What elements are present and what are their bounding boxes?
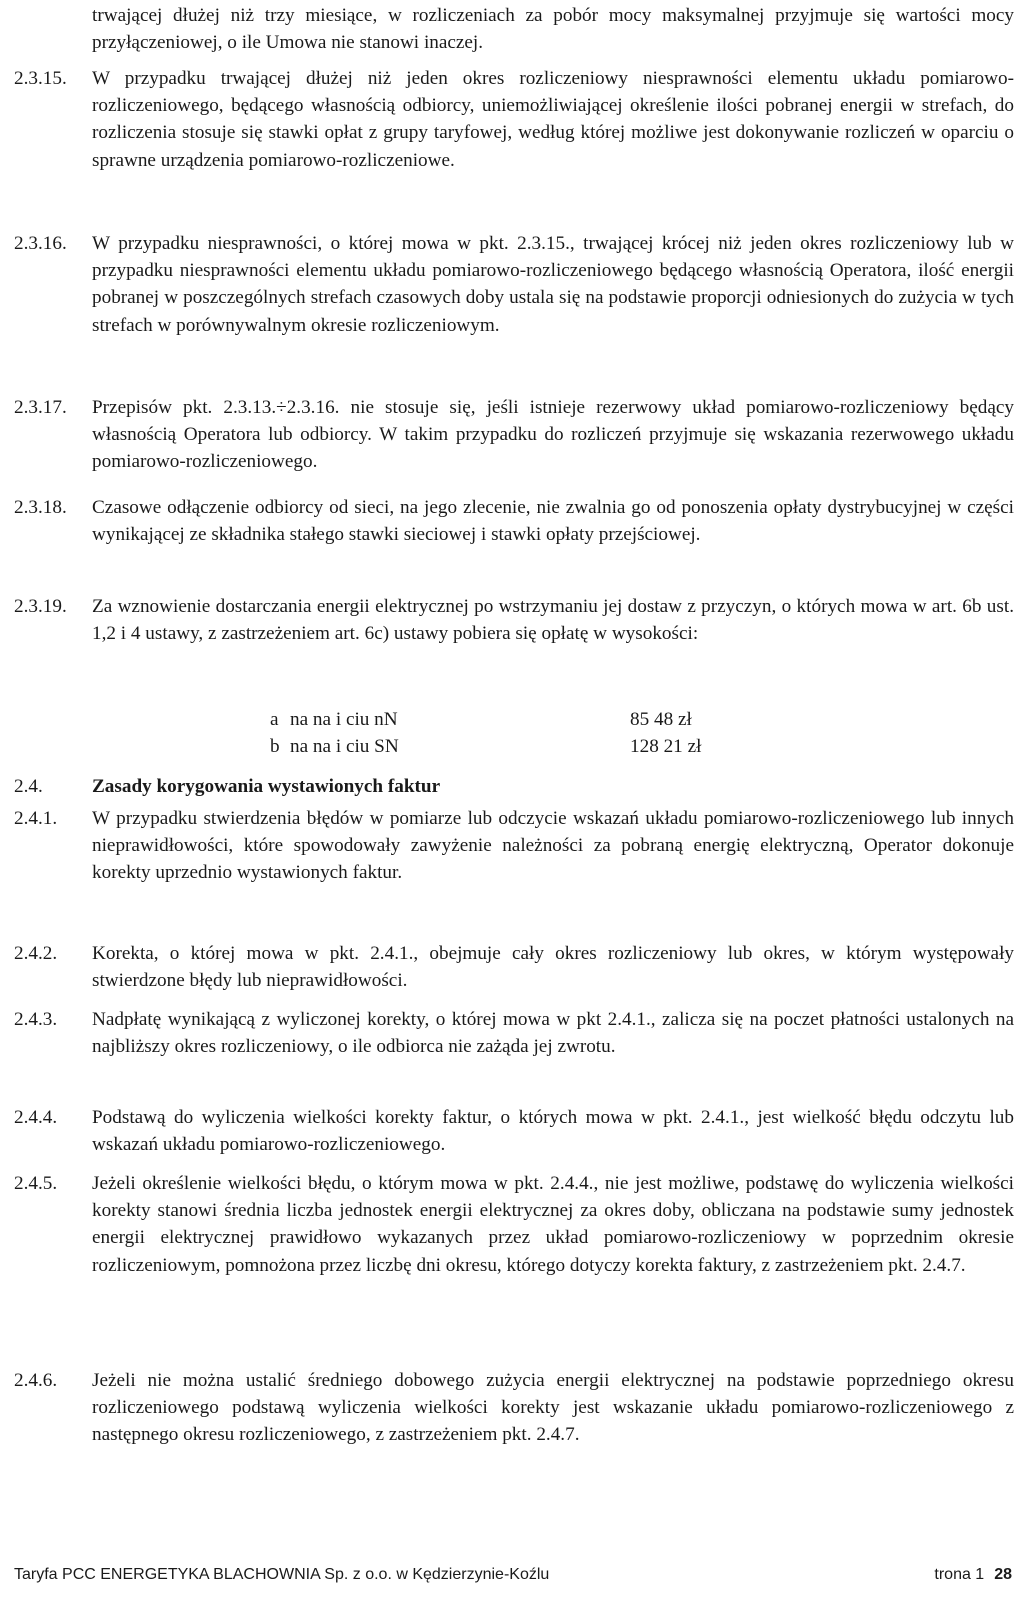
fee-letter: b bbox=[270, 736, 280, 758]
footer-page-number: 28 bbox=[994, 1566, 1012, 1583]
section-text: Nadpłatę wynikającą z wyliczonej korekty, o której mowa w pkt 2.4.1., zalicza się na poczet płatności ustalonych na najbliższy okres rozliczeniowy, o ile odbiorca nie zażąda jej zwrotu. bbox=[92, 1009, 1014, 1058]
section-number: 2.4. bbox=[14, 776, 43, 797]
section-number: 2.4.3. bbox=[14, 1009, 58, 1030]
section-text: Za wznowienie dostarczania energii elektrycznej po wstrzymaniu jej dostaw z przyczyn, o których mowa w art. 6b ust. 1,2 i 4 ustawy, z zastrzeżeniem art. 6c) ustawy pobiera się opłatę w wysokości: bbox=[92, 596, 1014, 645]
section-text: trwającej dłużej niż trzy miesiące, w rozliczeniach za pobór mocy maksymalnej przyjmuje się wartości mocy przyłączeniowej, o ile Umowa nie stanowi inaczej. bbox=[92, 5, 1014, 54]
section-number: 2.4.1. bbox=[14, 808, 58, 829]
fee-row bbox=[270, 733, 701, 760]
section-text: Jeżeli określenie wielkości błędu, o którym mowa w pkt. 2.4.4., nie jest możliwe, podstawę do wyliczenia wielkości korekty stanowi średnia liczba jednostek energii elektrycznej za okres doby, obliczana na podstawie sumy jednostek energii elektrycznej prawidłowo wykazanych przez układ pomiarowo-rozliczeniowy w poprzednim okresie rozliczeniowym, pomnożona przez liczbę dni okresu, którego dotyczy korekta faktury, z zastrzeżeniem pkt. 2.4.7. bbox=[92, 1173, 1014, 1276]
section-number: 2.4.6. bbox=[14, 1370, 58, 1391]
fee-label: na na i ciu nN bbox=[290, 709, 398, 730]
footer-page-info bbox=[934, 1565, 1012, 1585]
reconnection-fee-table bbox=[270, 706, 701, 760]
section-2-3-18 bbox=[14, 494, 1014, 548]
footer-tariff-title: Taryfa PCC ENERGETYKA BLACHOWNIA Sp. z o.o. w Kędzierzynie-Koźlu bbox=[14, 1566, 550, 1583]
section-number: 2.3.18. bbox=[14, 497, 67, 518]
section-2-3-19 bbox=[14, 593, 1014, 647]
fee-letter: a bbox=[270, 709, 279, 730]
section-2-4-6 bbox=[14, 1367, 1014, 1449]
section-number: 2.3.16. bbox=[14, 233, 67, 254]
section-2-4-heading bbox=[14, 773, 1014, 800]
fee-amount: 85 48 zł bbox=[630, 709, 692, 730]
fee-amount: 128 21 zł bbox=[630, 736, 702, 758]
section-2-4-3 bbox=[14, 1006, 1014, 1060]
section-number: 2.4.5. bbox=[14, 1173, 58, 1194]
section-2-3-16 bbox=[14, 230, 1014, 339]
intro-paragraph bbox=[14, 2, 1014, 56]
section-number: 2.3.15. bbox=[14, 68, 67, 89]
section-2-4-1 bbox=[14, 805, 1014, 887]
section-text: Czasowe odłączenie odbiorcy od sieci, na jego zlecenie, nie zwalnia go od ponoszenia opłaty dystrybucyjnej w części wynikającej ze składnika stałego stawki sieciowej i stawki opłaty przejściowej. bbox=[92, 497, 1014, 546]
section-2-4-4 bbox=[14, 1104, 1014, 1158]
section-text: W przypadku niesprawności, o której mowa w pkt. 2.3.15., trwającej krócej niż jeden okres rozliczeniowy lub w przypadku niesprawności elementu układu pomiarowo-rozliczeniowego będącego własnością Operatora, ilość energii pobranej w poszczególnych strefach czasowych doby ustala się na podstawie proporcji odniesionych do zużycia w tych strefach w porównywalnym okresie rozliczeniowym. bbox=[92, 233, 1014, 336]
section-number: 2.4.2. bbox=[14, 943, 58, 964]
section-2-4-2 bbox=[14, 940, 1014, 994]
footer-page-label: trona 1 bbox=[934, 1566, 985, 1583]
section-heading: Zasady korygowania wystawionych faktur bbox=[92, 776, 441, 797]
section-text: Jeżeli nie można ustalić średniego dobowego zużycia energii elektrycznej na podstawie poprzedniego okresu rozliczeniowego podstawą wyliczenia wielkości korekty jest wskazanie układu pomiarowo-rozliczeniowego z następnego okresu rozliczeniowego, z zastrzeżeniem pkt. 2.4.7. bbox=[92, 1370, 1014, 1446]
fee-row bbox=[270, 706, 701, 733]
section-text: Podstawą do wyliczenia wielkości korekty faktur, o których mowa w pkt. 2.4.1., jest wielkość błędu odczytu lub wskazań układu pomiarowo-rozliczeniowego. bbox=[92, 1107, 1014, 1156]
section-number: 2.3.19. bbox=[14, 596, 67, 617]
section-number: 2.3.17. bbox=[14, 397, 67, 418]
section-number: 2.4.4. bbox=[14, 1107, 58, 1128]
section-2-3-15 bbox=[14, 65, 1014, 174]
section-text: Przepisów pkt. 2.3.13.÷2.3.16. nie stosuje się, jeśli istnieje rezerwowy układ pomiarowo-rozliczeniowy będący własnością Operatora lub odbiorcy. W takim przypadku do rozliczeń przyjmuje się wskazania rezerwowego układu pomiarowo-rozliczeniowego. bbox=[92, 397, 1014, 473]
section-text: W przypadku trwającej dłużej niż jeden okres rozliczeniowy niesprawności elementu układu pomiarowo-rozliczeniowego, będącego własnością odbiorcy, uniemożliwiającej określenie ilości pobranej energii w strefach, do rozliczenia stosuje się stawki opłat z grupy taryfowej, według której możliwe jest dokonywanie rozliczeń w oparciu o sprawne urządzenia pomiarowo-rozliczeniowe. bbox=[92, 68, 1014, 171]
section-text: Korekta, o której mowa w pkt. 2.4.1., obejmuje cały okres rozliczeniowy lub okres, w którym występowały stwierdzone błędy lub nieprawidłowości. bbox=[92, 943, 1014, 992]
section-2-3-17 bbox=[14, 394, 1014, 476]
section-2-4-5 bbox=[14, 1170, 1014, 1279]
section-text: W przypadku stwierdzenia błędów w pomiarze lub odczycie wskazań układu pomiarowo-rozliczeniowego lub innych nieprawidłowości, które spowodowały zawyżenie należności za pobraną energię elektryczną, Operator dokonuje korekty uprzednio wystawionych faktur. bbox=[92, 808, 1014, 884]
fee-label: na na i ciu SN bbox=[290, 736, 399, 758]
